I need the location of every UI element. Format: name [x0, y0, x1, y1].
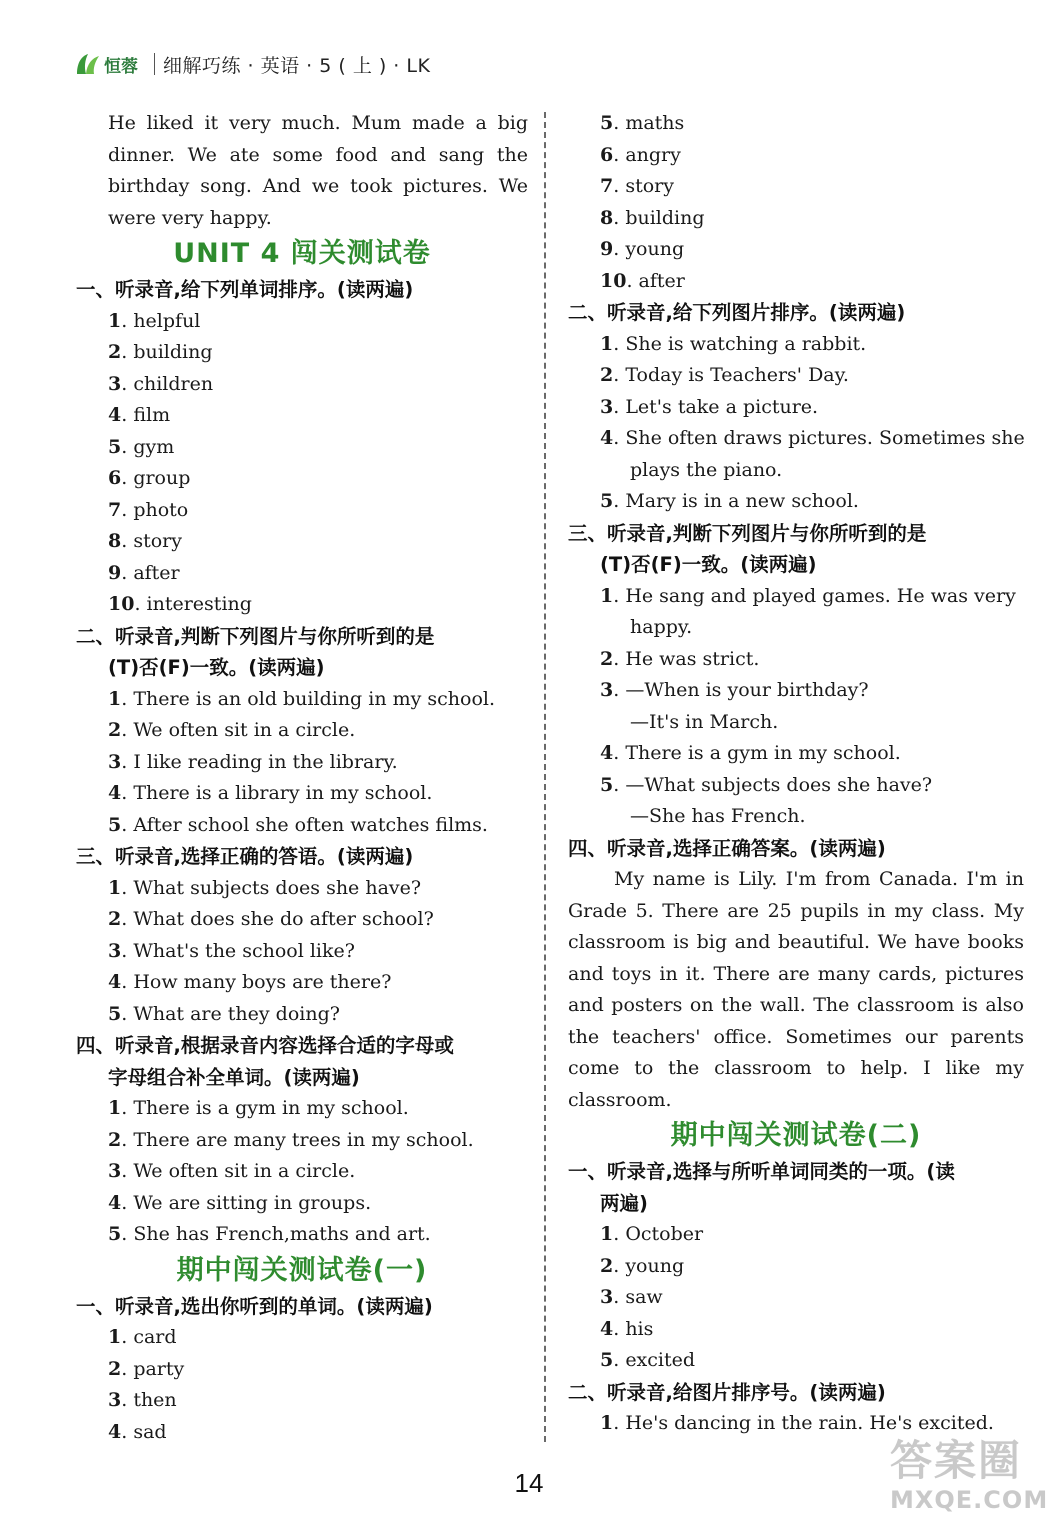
section-heading: 三、听录音,判断下列图片与你所听到的是	[568, 521, 927, 545]
section-heading: 四、听录音,根据录音内容选择合适的字母或	[76, 1034, 454, 1057]
section-heading: 一、听录音,给下列单词排序。(读两遍)	[76, 278, 414, 301]
header-separator	[154, 53, 155, 75]
left-column	[76, 108, 528, 1448]
list-item: 4. There is a library in my school.	[108, 782, 433, 804]
section-heading: 一、听录音,选出你听到的单词。(读两遍)	[76, 1294, 433, 1318]
list-item: 5. gym	[108, 435, 175, 458]
brand-logo	[74, 50, 138, 78]
list-item: 1. card	[108, 1326, 177, 1348]
section-heading: 二、听录音,给图片排序号。(读两遍)	[568, 1380, 886, 1404]
watermark-url: MXQE.COM	[890, 1486, 1049, 1514]
site-watermark	[890, 1436, 1050, 1526]
list-item: 3. What's the school like?	[108, 939, 355, 962]
list-item: 3. I like reading in the library.	[108, 750, 398, 773]
watermark-logo-text: 答案圈	[890, 1436, 1023, 1485]
list-item: 5. excited	[600, 1349, 696, 1371]
section-heading: 一、听录音,选择与所听单词同类的一项。(读	[568, 1160, 955, 1183]
list-item: 10. interesting	[108, 593, 252, 615]
column-divider	[544, 112, 546, 1442]
list-item: 1. There is a gym in my school.	[108, 1097, 409, 1119]
list-item: 7. story	[600, 175, 674, 197]
list-item: 2. party	[108, 1357, 185, 1380]
section-heading: 二、听录音,判断下列图片与你所听到的是	[76, 624, 435, 648]
list-item: 8. story	[108, 530, 182, 552]
list-item: 4. We are sitting in groups.	[108, 1191, 372, 1214]
list-item: 2. young	[600, 1254, 685, 1277]
list-item: 3. children	[108, 372, 214, 395]
list-item: 7. photo	[108, 498, 189, 521]
section-heading-continued: (T)否(F)一致。(读两遍)	[108, 656, 325, 679]
list-item: 6. group	[108, 467, 191, 489]
list-item-continued: happy.	[630, 616, 693, 638]
list-item: 5. —What subjects does she have?	[600, 773, 933, 796]
list-item: 4. How many boys are there?	[108, 971, 392, 993]
list-item: 1. He sang and played games. He was very	[600, 584, 1016, 607]
list-item: 5. Mary is in a new school.	[600, 490, 859, 512]
list-item: 3. saw	[600, 1286, 663, 1308]
list-item: 5. What are they doing?	[108, 1002, 340, 1025]
list-item: 3. then	[108, 1389, 177, 1411]
list-item: 8. building	[600, 206, 705, 229]
list-item: 5. maths	[600, 112, 685, 134]
list-item: 1. What subjects does she have?	[108, 876, 422, 899]
section-heading: 三、听录音,选择正确的答语。(读两遍)	[76, 845, 414, 868]
section-heading-continued: (T)否(F)一致。(读两遍)	[600, 553, 817, 576]
list-item: 1. helpful	[108, 309, 201, 332]
list-item: 10. after	[600, 269, 685, 292]
page-header	[74, 46, 430, 82]
list-item: 1. October	[600, 1223, 704, 1245]
list-item: 3. —When is your birthday?	[600, 679, 869, 701]
midterm-2-title: 期中闯关测试卷(二)	[670, 1120, 922, 1151]
leaf-logo-icon	[74, 50, 102, 78]
list-item: 2. building	[108, 341, 213, 363]
midterm-1-title: 期中闯关测试卷(一)	[176, 1254, 428, 1286]
list-item: 3. We often sit in a circle.	[108, 1160, 356, 1182]
list-item: 5. After school she often watches films.	[108, 813, 488, 836]
reading-passage: My name is Lily. I'm from Canada. I'm in Grade 5. There are 25 pupils in my class. My classroom is big and beautiful. We have books and toys in it. There are many cards, pictures and posters on the wall. The classroom is also the teachers' office. Sometimes our parents come to the classroom to help. I like my classroom.	[568, 868, 1024, 1111]
list-item: 2. Today is Teachers' Day.	[600, 364, 849, 386]
list-item: 4. his	[600, 1317, 654, 1340]
list-item: 3. Let's take a picture.	[600, 395, 819, 418]
section-heading: 二、听录音,给下列图片排序。(读两遍)	[568, 301, 906, 324]
book-title: 细解巧练 · 英语 · 5 ( 上 ) · LK	[163, 54, 431, 77]
unit-4-title: UNIT 4 闯关测试卷	[173, 238, 431, 269]
list-item: 4. sad	[108, 1420, 167, 1443]
list-item: 9. young	[600, 238, 685, 260]
list-item: 2. What does she do after school?	[108, 908, 434, 930]
list-item: 1. She is watching a rabbit.	[600, 332, 867, 355]
brand-name: 恒蓉	[104, 56, 138, 77]
list-item: 4. There is a gym in my school.	[600, 742, 901, 764]
list-item-continued: plays the piano.	[630, 458, 783, 481]
section-heading: 四、听录音,选择正确答案。(读两遍)	[568, 836, 886, 860]
section-heading-continued: 字母组合补全单词。(读两遍)	[108, 1065, 360, 1089]
list-item: 1. There is an old building in my school.	[108, 687, 496, 710]
section-heading-continued: 两遍)	[600, 1191, 648, 1215]
list-item: 2. He was strict.	[600, 647, 760, 670]
list-item: 6. angry	[600, 143, 681, 166]
list-item: 1. He's dancing in the rain. He's excited.	[600, 1412, 994, 1434]
intro-paragraph: He liked it very much. Mum made a big dinner. We ate some food and sang the birthday song. And we took pictures. We were very happy.	[108, 112, 528, 229]
right-column	[568, 108, 1024, 1440]
list-item: 4. film	[108, 404, 171, 426]
list-item: 9. after	[108, 561, 180, 584]
list-item: 4. She often draws pictures. Sometimes she	[600, 427, 1025, 449]
page-number: 14	[514, 1468, 544, 1498]
list-item: 2. There are many trees in my school.	[108, 1128, 474, 1151]
list-item-continued: —She has French.	[630, 805, 806, 827]
list-item: 2. We often sit in a circle.	[108, 719, 356, 741]
list-item: 5. She has French,maths and art.	[108, 1223, 431, 1245]
list-item-continued: —It's in March.	[630, 710, 779, 733]
